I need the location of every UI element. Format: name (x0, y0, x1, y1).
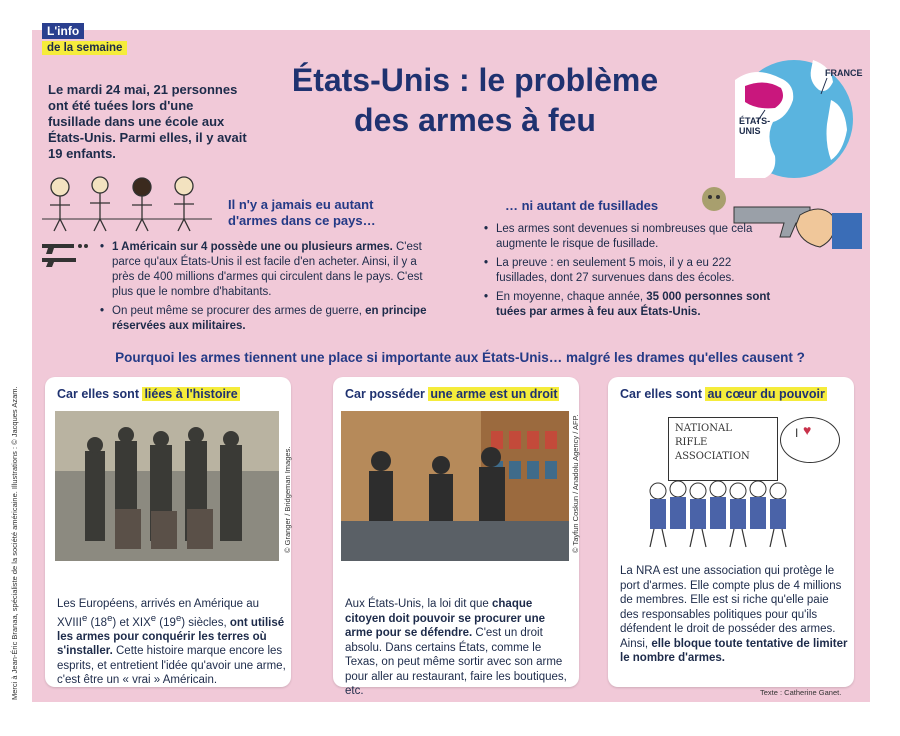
left-heading (228, 197, 376, 229)
left-bullet-1-rest: C'est parce qu'aux États-Unis il est facile d'en acheter. Ainsi, il y a près de 400 millions d'armes qui circulent dans le pays. C'est plus que le nombre d'habitants. (112, 241, 423, 298)
left-bullet-2-start: On peut même se procurer des armes de guerre, (112, 305, 366, 317)
title-line1: États-Unis : le problème (291, 62, 659, 98)
guns-icon (40, 238, 90, 268)
title-line2: des armes à feu (354, 102, 596, 138)
history-sup-4: e (175, 612, 182, 624)
hand-with-gun-drawing (700, 185, 870, 265)
intro-text: Le mardi 24 mai, 21 personnes ont été tuées lors d'une fusillade dans une école aux États-Unis. Parmi elles, il y avait 19 enfants. (48, 82, 247, 161)
card-right-title (345, 387, 559, 401)
right-bullet-1: • Les armes sont devenues si nombreuses que cela augmente le risque de fusillade. (484, 222, 774, 252)
globe-label-france: FRANCE (825, 68, 863, 78)
gun-shop-photo-image (341, 411, 569, 561)
history-sup-2: e (107, 612, 113, 624)
history-sup-1: e (81, 612, 88, 624)
history-text-1: Les Européens, arrivés en Amérique au XVIII (57, 598, 260, 629)
card-right (333, 377, 580, 697)
card-power (608, 377, 854, 687)
card-power-title (620, 387, 827, 401)
crowd-drawing (618, 477, 838, 557)
card-power-text (620, 564, 850, 666)
card-right-text (345, 597, 575, 699)
globe-illustration (735, 60, 863, 178)
right-text-start: Aux États-Unis, la loi dit que (345, 598, 493, 610)
left-heading-line1: Il n'y a jamais eu autant (228, 197, 374, 212)
people-drawing (42, 175, 212, 235)
main-question: Pourquoi les armes tiennent une place si importante aux États-Unis… malgré les drames qu'elles causent ? (115, 350, 805, 365)
history-text-end: Cette histoire marque encore les esprits, et entretient l'idée qu'avoir une arme, c'est être un « vrai » Américain. (57, 645, 286, 687)
card-right-photo-credit: © Tayfun Coskun / Anadolu Agency / AFP. (571, 414, 580, 553)
heart-icon: ♥ (803, 422, 812, 438)
nra-sign (668, 417, 778, 481)
power-text-bold: elle bloque toute tentative de limiter le nombre d'armes. (620, 637, 848, 664)
nra-sign-line1: NATIONAL (675, 423, 732, 434)
history-text-3: ) et XIX (112, 616, 151, 629)
power-text-start: La NRA est une association qui protège le port d'armes. Elle compte plus de 4 millions de membres. Elle est si riche qu'elle paie des responsables politiques pour qu'ils défendent le droit de posséder des armes. Ainsi, (620, 565, 842, 650)
left-bullet-2-bold: en principe réservées aux militaires. (112, 305, 427, 332)
right-text-end: C'est un droit absolu. Dans certains États, comme le Texas, on peut même sortir avec son arme pour aller au restaurant, faire les boutiques, etc. (345, 627, 567, 697)
card-history-title-start: Car elles sont (57, 387, 143, 401)
card-history-title-highlight: liées à l'histoire (144, 387, 238, 401)
globe-label-usa-1: ÉTATS- (739, 116, 771, 126)
history-text-2: (18 (87, 616, 108, 629)
card-right-title-highlight: une arme est un droit (430, 387, 558, 401)
history-text-5: ) siècles, (181, 616, 230, 629)
history-sup-3: e (150, 612, 157, 624)
historic-photo-image (55, 411, 279, 561)
card-history (45, 377, 291, 687)
right-bullet-3-start: En moyenne, chaque année, (496, 291, 647, 303)
right-heading: … ni autant de fusillades (505, 198, 659, 213)
card-power-title-highlight: au cœur du pouvoir (707, 387, 825, 401)
history-text-4: (19 (156, 616, 176, 629)
card-history-photo-credit: © Granger / Bridgeman Images. (283, 446, 292, 553)
info-badge (42, 22, 127, 55)
left-heading-line2: d'armes dans ce pays… (228, 213, 376, 228)
left-bullet-1-bold: 1 Américain sur 4 possède une ou plusieurs armes. (112, 241, 393, 253)
left-bullets (100, 240, 430, 338)
text-credit: Texte : Catherine Ganet. (760, 688, 842, 697)
right-bullet-3-bold: 35 000 personnes sont tuées par armes à feu aux États-Unis. (496, 291, 771, 318)
right-bullet-2: • La preuve : en seulement 5 mois, il y a eu 222 fusillades, dont 27 survenues dans des écoles. (484, 256, 774, 286)
card-power-title-start: Car elles sont (620, 387, 706, 401)
card-history-photo (55, 411, 279, 561)
left-bullet-1 (100, 240, 430, 300)
card-history-text (57, 597, 287, 688)
nra-sign-line2: RIFLE (675, 437, 708, 448)
page-title (250, 60, 700, 140)
right-bullet-3 (484, 290, 774, 320)
badge-line2: de la semaine (42, 41, 127, 55)
history-text-bold: ont utilisé les armes pour conquérir les terres où s'installer. (57, 616, 285, 658)
card-right-title-start: Car posséder (345, 387, 429, 401)
card-right-photo (341, 411, 569, 561)
badge-line1: L'info (42, 23, 84, 39)
nra-sign-line3: ASSOCIATION (675, 451, 750, 462)
side-credit: Merci à Jean-Éric Branaa, spécialiste de la société américaine. Illustrations : © Jacques Azam. (10, 386, 19, 700)
speech-bubble (780, 417, 840, 463)
card-history-title (57, 387, 240, 401)
globe-label-usa-2: UNIS (739, 126, 761, 136)
right-text-bold: chaque citoyen doit pouvoir se procurer une arme pour se défendre. (345, 598, 546, 639)
left-bullet-2 (100, 304, 430, 334)
speech-bubble-text: I (795, 426, 799, 440)
